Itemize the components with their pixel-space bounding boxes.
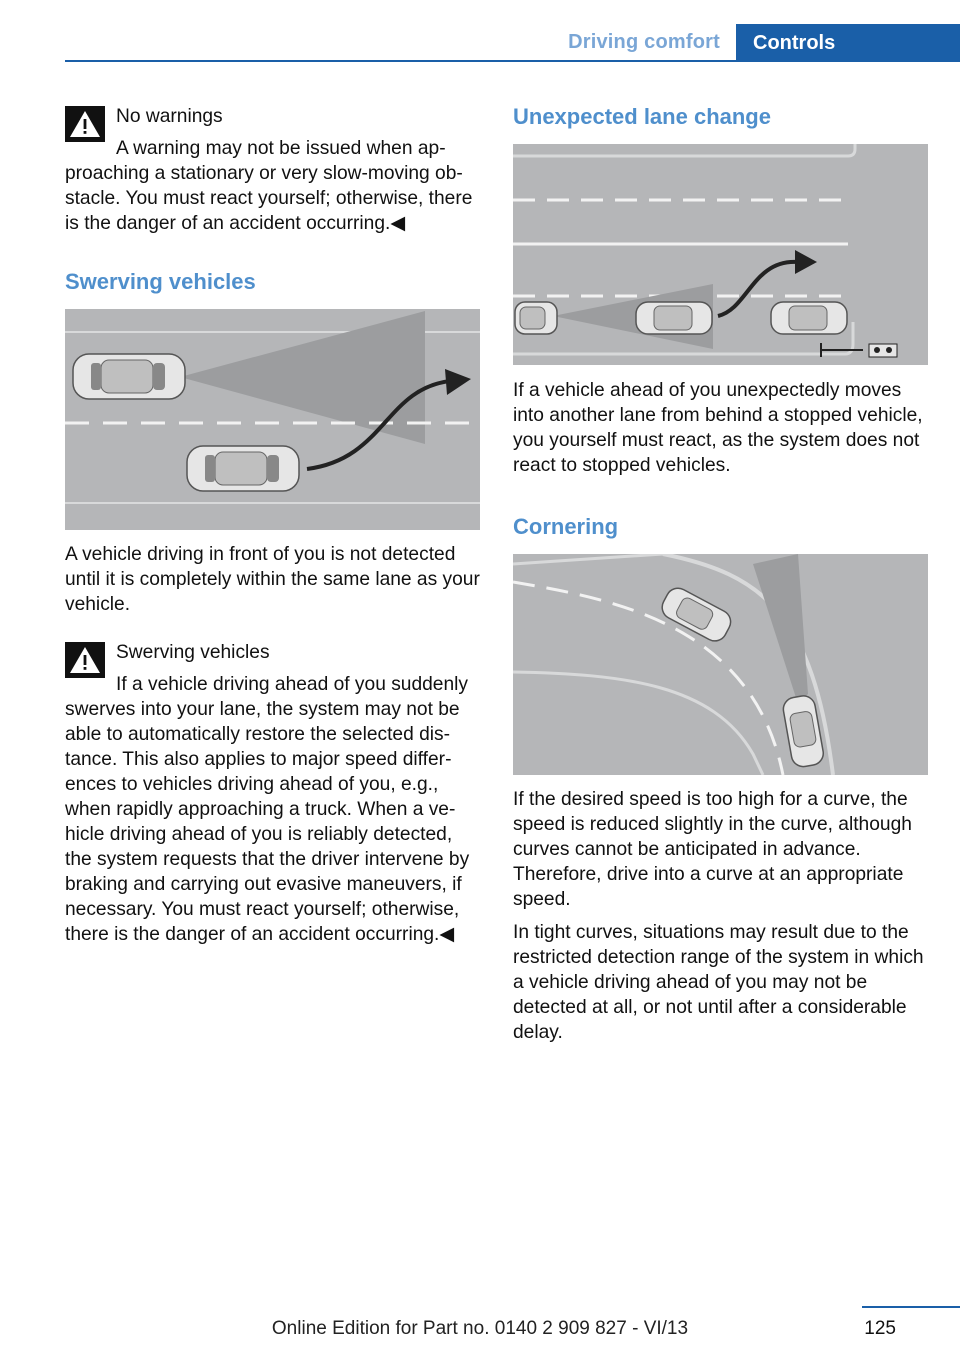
left-column-warning2	[65, 640, 481, 947]
warning-body: If a vehicle driving ahead of you suddenly swerves into your lane, the system may not be able to automatically restore the selected distance. This also applies to major speed differences to vehicles driving ahead of you, e.g., when rapidly approaching a truck. When a vehicle driving ahead of you is reliably detected, the system requests that the driver intervene by braking and carrying out evasive maneuvers, if necessary. You must react yourself; otherwise, there is the danger of an accident occurring.◀	[65, 674, 470, 945]
warning-icon	[65, 106, 105, 142]
heading-unexpected-lane-change: Unexpected lane change	[513, 104, 771, 129]
paragraph-lane-change	[513, 378, 929, 478]
warning-no-warnings	[65, 104, 481, 236]
warning-title: Swerving vehicles	[116, 642, 270, 663]
page-number-rule	[862, 1306, 960, 1308]
body-text: If a vehicle ahead of you unexpectedly moves into another lane from behind a stopped vehicle, you yourself must react, as the system does not react to stopped vehicles.	[513, 380, 923, 476]
figure-unexpected-lane-change	[513, 144, 928, 365]
figure-swerving-vehicles	[65, 309, 480, 530]
paragraphs-cornering	[513, 787, 929, 1045]
paragraph-swerving	[65, 542, 481, 617]
warning-title: No warnings	[116, 106, 223, 127]
header-section-label: Driving comfort	[568, 31, 720, 53]
body-text: If the desired speed is too high for a curve, the speed is reduced slightly in the curve, although curves cannot be anticipated in advance. Therefore, drive into a curve at an appropriate speed.	[513, 789, 912, 910]
warning-swerving-vehicles	[65, 640, 481, 947]
left-column	[65, 104, 481, 236]
body-text: In tight curves, situations may result due to the restricted detection range of the system in which a vehicle driving ahead of you may not be detected at all, or not until after a considerable delay.	[513, 922, 924, 1043]
body-text: A vehicle driving in front of you is not detected until it is completely within the same lane as your vehicle.	[65, 544, 480, 615]
header-rule	[65, 60, 960, 62]
footer-edition: Online Edition for Part no. 0140 2 909 827 - VI/13	[271, 1318, 689, 1339]
page-number: 125	[864, 1318, 896, 1339]
heading-cornering: Cornering	[513, 514, 619, 539]
car-icon	[73, 354, 185, 399]
header-tab-controls: Controls	[736, 24, 960, 62]
heading-swerving-vehicles: Swerving vehicles	[65, 269, 256, 294]
warning-icon	[65, 642, 105, 678]
figure-cornering	[513, 554, 928, 775]
warning-body: A warning may not be issued when approaching a stationary or very slow-moving obstacle. You must react yourself; otherwise, there is the danger of an accident occurring.◀	[65, 138, 473, 234]
